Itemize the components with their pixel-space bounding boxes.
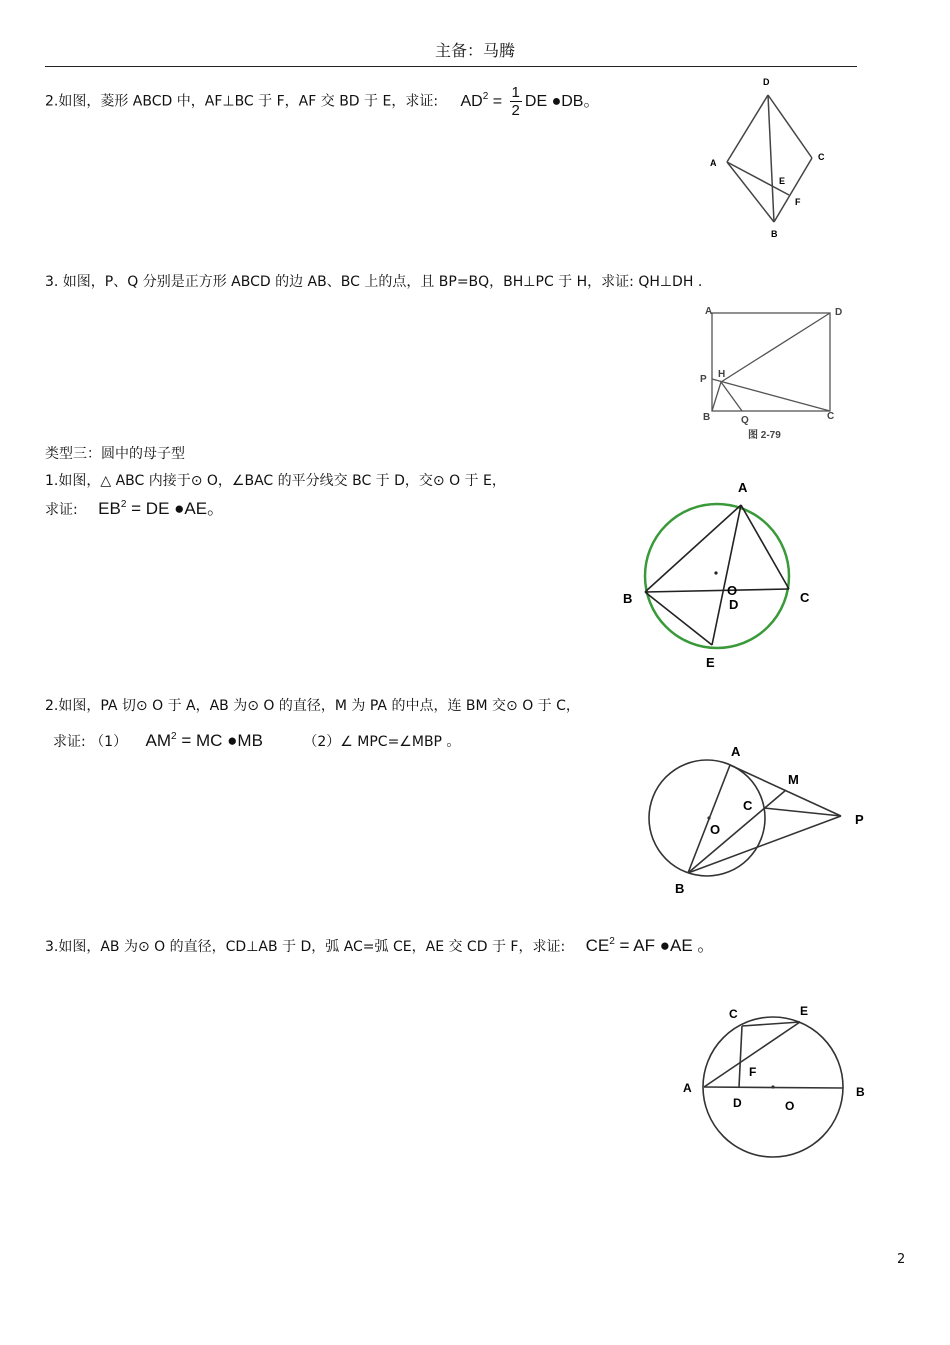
label-e: E	[706, 655, 715, 670]
s3-q2-formula	[146, 731, 263, 750]
formula-am: AM	[145, 731, 172, 750]
formula-de-db: DE ●DB	[524, 92, 584, 110]
section-3-title: 类型三：圆中的母子型	[45, 446, 185, 462]
label-c: C	[743, 798, 753, 813]
label-b: B	[856, 1085, 865, 1099]
label-b: B	[623, 591, 633, 606]
formula-end: 。	[207, 499, 225, 518]
formula-equals: =	[492, 92, 503, 110]
formula-exponent: 2	[120, 499, 127, 510]
problem-2-formula	[460, 84, 600, 119]
formula-de-ae: = DE ●AE	[131, 499, 208, 518]
label-e: E	[779, 176, 786, 186]
prove-label: 求证: （1）	[53, 734, 128, 750]
formula-ad: AD	[460, 92, 483, 110]
label-b: B	[703, 412, 711, 423]
square-figure	[696, 300, 851, 445]
page-number: 2	[897, 1252, 906, 1267]
formula-end: 。	[697, 936, 715, 955]
label-c: C	[800, 590, 810, 605]
page-header-title: 主备：马腾	[434, 41, 515, 60]
label-a: A	[731, 744, 741, 759]
label-o: O	[727, 583, 738, 598]
formula-exponent: 2	[171, 731, 177, 742]
label-c: C	[818, 152, 825, 162]
label-h: H	[718, 369, 726, 380]
label-c: C	[729, 1007, 738, 1021]
label-d: D	[733, 1096, 742, 1110]
tangent-figure	[640, 740, 875, 900]
s3-q1-formula	[98, 499, 224, 518]
label-f: F	[795, 197, 801, 207]
label-d: D	[763, 77, 770, 87]
s3-q3-line1	[45, 931, 714, 956]
s3-q2-part2: （2）∠ MPC=∠MBP 。	[303, 734, 461, 750]
label-d: D	[835, 307, 843, 318]
rhombus-figure	[700, 72, 840, 247]
prove-label: 求证:	[45, 502, 78, 518]
diameter-figure	[675, 1000, 875, 1170]
label-o: O	[785, 1099, 795, 1113]
problem-2-statement: 2.如图，菱形 ABCD 中，AF⊥BC 于 F，AF 交 BD 于 E，求证:	[45, 93, 439, 110]
formula-exponent: 2	[609, 936, 615, 947]
formula-ce: CE	[585, 936, 610, 955]
label-m: M	[788, 772, 799, 787]
formula-end: 。	[583, 92, 600, 110]
label-d: D	[729, 597, 739, 612]
label-f: F	[749, 1065, 757, 1079]
header-rule	[45, 66, 857, 67]
label-a: A	[705, 306, 713, 317]
label-e: E	[800, 1004, 809, 1018]
label-p: P	[700, 374, 707, 385]
s3-q3-statement: 3.如图，AB 为⊙ O 的直径，CD⊥AB 于 D，弧 AC=弧 CE，AE 交 CD 于 F，求证:	[45, 939, 566, 955]
label-q: Q	[741, 415, 749, 426]
formula-mc-mb: = MC ●MB	[181, 731, 263, 750]
s3-q2-line2	[53, 731, 460, 751]
label-c: C	[827, 411, 835, 422]
label-p: P	[855, 812, 864, 827]
s3-q2-line1: 2.如图，PA 切⊙ O 于 A，AB 为⊙ O 的直径，M 为 PA 的中点，连 BM 交⊙ O 于 C，	[45, 698, 580, 714]
formula-af-ae: = AF ●AE	[619, 936, 693, 955]
formula-exponent: 2	[482, 90, 489, 102]
label-a: A	[710, 158, 717, 168]
s3-q1-line2	[45, 494, 224, 519]
label-b: B	[675, 881, 685, 896]
problem-3-text: 3. 如图，P、Q 分别是正方形 ABCD 的边 AB、BC 上的点，且 BP=BQ，BH⊥PC 于 H，求证: QH⊥DH .	[45, 274, 703, 290]
s3-q1-line1: 1.如图，△ ABC 内接于⊙ O，∠BAC 的平分线交 BC 于 D，交⊙ O 于 E，	[45, 473, 506, 489]
problem-2-text	[45, 84, 599, 119]
inscribed-triangle-figure	[615, 475, 815, 675]
fraction-one-half	[510, 84, 522, 119]
figure-caption: 图 2-79	[748, 430, 781, 441]
label-a: A	[683, 1081, 692, 1095]
fraction-denominator: 2	[511, 102, 520, 119]
label-o: O	[710, 822, 721, 837]
s3-q3-formula	[586, 936, 715, 955]
label-a: A	[738, 480, 748, 495]
label-b: B	[771, 229, 778, 239]
fraction-numerator: 1	[511, 84, 520, 101]
formula-eb: EB	[98, 499, 121, 518]
